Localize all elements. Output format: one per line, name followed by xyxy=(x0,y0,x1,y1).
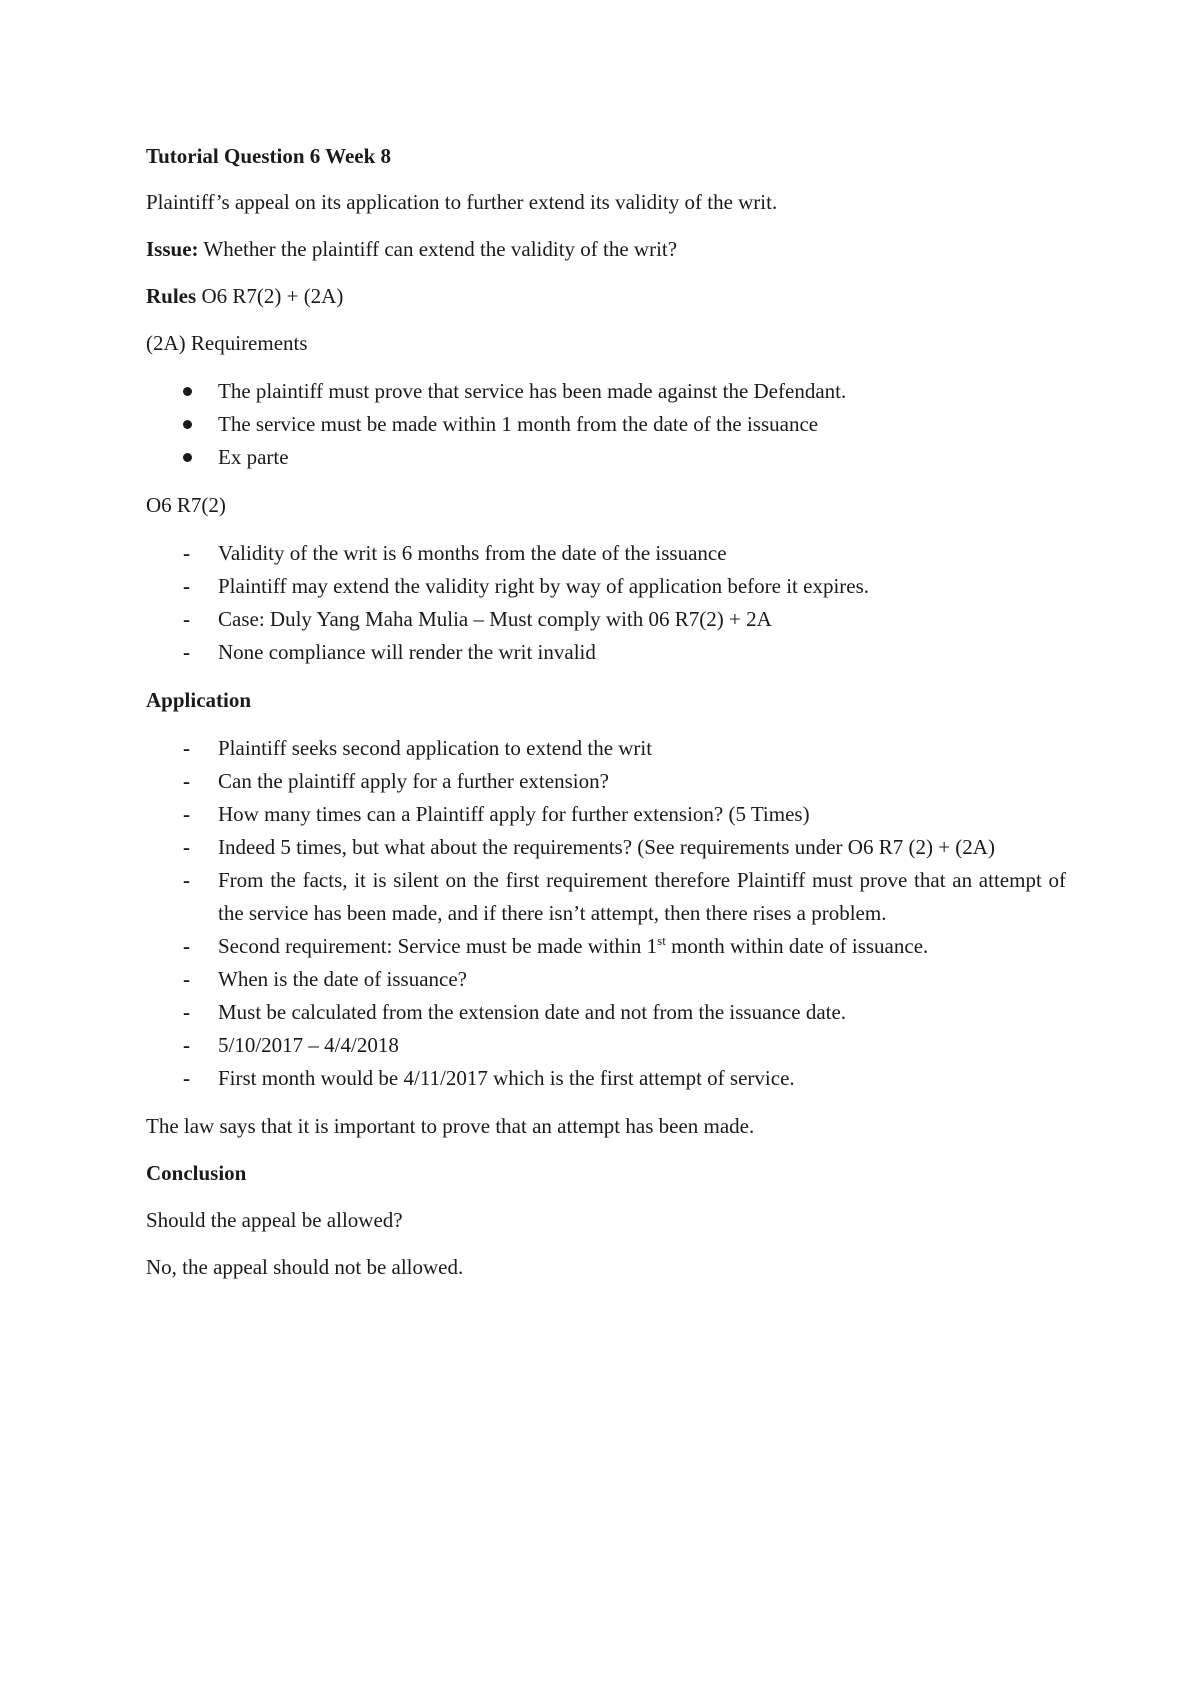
list-item: - When is the date of issuance? xyxy=(146,963,1066,996)
application-list xyxy=(146,732,1066,1095)
rules-text: O6 R7(2) + (2A) xyxy=(196,284,344,308)
list-item: The service must be made within 1 month from the date of the issuance xyxy=(146,408,1066,441)
document-title: Tutorial Question 6 Week 8 xyxy=(146,144,392,168)
issue-paragraph xyxy=(146,234,1066,264)
list-item: - 5/10/2017 – 4/4/2018 xyxy=(146,1029,1066,1062)
document-page xyxy=(146,141,1066,1299)
list-item: - None compliance will render the writ invalid xyxy=(146,636,1066,669)
list-item: - From the facts, it is silent on the first requirement therefore Plaintiff must prove that an attempt of the service has been made, and if there isn’t attempt, then there rises a problem. xyxy=(146,864,1066,930)
application-heading: Application xyxy=(146,688,252,712)
list-item: - Indeed 5 times, but what about the requirements? (See requirements under O6 R7 (2) + (2A) xyxy=(146,831,1066,864)
list-item: - Validity of the writ is 6 months from the date of the issuance xyxy=(146,537,1066,570)
o6r7-heading: O6 R7(2) xyxy=(146,493,226,517)
list-item: - Plaintiff seeks second application to extend the writ xyxy=(146,732,1066,765)
list-item xyxy=(146,930,1066,963)
list-item: - Case: Duly Yang Maha Mulia – Must comply with 06 R7(2) + 2A xyxy=(146,603,1066,636)
conclusion-heading: Conclusion xyxy=(146,1161,247,1185)
rules-label: Rules xyxy=(146,284,197,308)
ordinal-suffix: st xyxy=(657,933,666,948)
conclusion-question: Should the appeal be allowed? xyxy=(146,1208,403,1232)
issue-label: Issue: xyxy=(146,237,199,261)
requirements-list xyxy=(146,375,1066,474)
law-statement: The law says that it is important to prove that an attempt has been made. xyxy=(146,1114,755,1138)
list-item: The plaintiff must prove that service has been made against the Defendant. xyxy=(146,375,1066,408)
requirements-heading: (2A) Requirements xyxy=(146,331,308,355)
intro-paragraph: Plaintiff’s appeal on its application to further extend its validity of the writ. xyxy=(146,190,778,214)
issue-text: Whether the plaintiff can extend the validity of the writ? xyxy=(198,237,678,261)
list-item: - Must be calculated from the extension date and not from the issuance date. xyxy=(146,996,1066,1029)
list-item: - Plaintiff may extend the validity right by way of application before it expires. xyxy=(146,570,1066,603)
o6r7-list xyxy=(146,537,1066,669)
second-requirement-text: Second requirement: Service must be made within 1 xyxy=(218,934,658,958)
second-requirement-tail: month within date of issuance. xyxy=(665,934,929,958)
conclusion-answer: No, the appeal should not be allowed. xyxy=(146,1255,464,1279)
list-item: - How many times can a Plaintiff apply for further extension? (5 Times) xyxy=(146,798,1066,831)
list-item: - First month would be 4/11/2017 which is the first attempt of service. xyxy=(146,1062,1066,1095)
list-item: Ex parte xyxy=(146,441,1066,474)
rules-paragraph xyxy=(146,281,1066,311)
list-item: - Can the plaintiff apply for a further extension? xyxy=(146,765,1066,798)
